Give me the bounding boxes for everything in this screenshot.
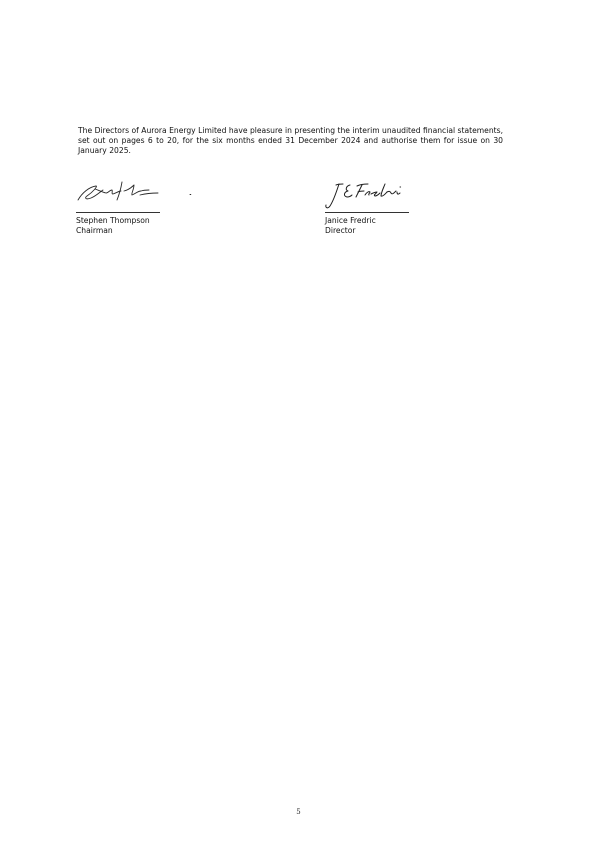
handwritten-signature-chairman <box>76 178 216 212</box>
signatory-title: Chairman <box>76 226 113 235</box>
signatory-title: Director <box>325 226 356 235</box>
signature-block-director <box>325 178 425 236</box>
directors-statement: The Directors of Aurora Energy Limited have pleasure in presenting the interim unaudited financial statements, set out on pages 6 to 20, for the six months ended 31 December 2024 and authorise them for issue on 30 January 2025. <box>78 126 503 156</box>
signatory-name: Stephen Thompson <box>76 216 150 225</box>
signatory-name: Janice Fredric <box>325 216 376 225</box>
signature-line <box>76 212 160 213</box>
handwritten-signature-director <box>325 178 465 212</box>
signature-line <box>325 212 409 213</box>
page-number: 5 <box>296 808 301 816</box>
signature-block-chairman <box>76 178 176 236</box>
